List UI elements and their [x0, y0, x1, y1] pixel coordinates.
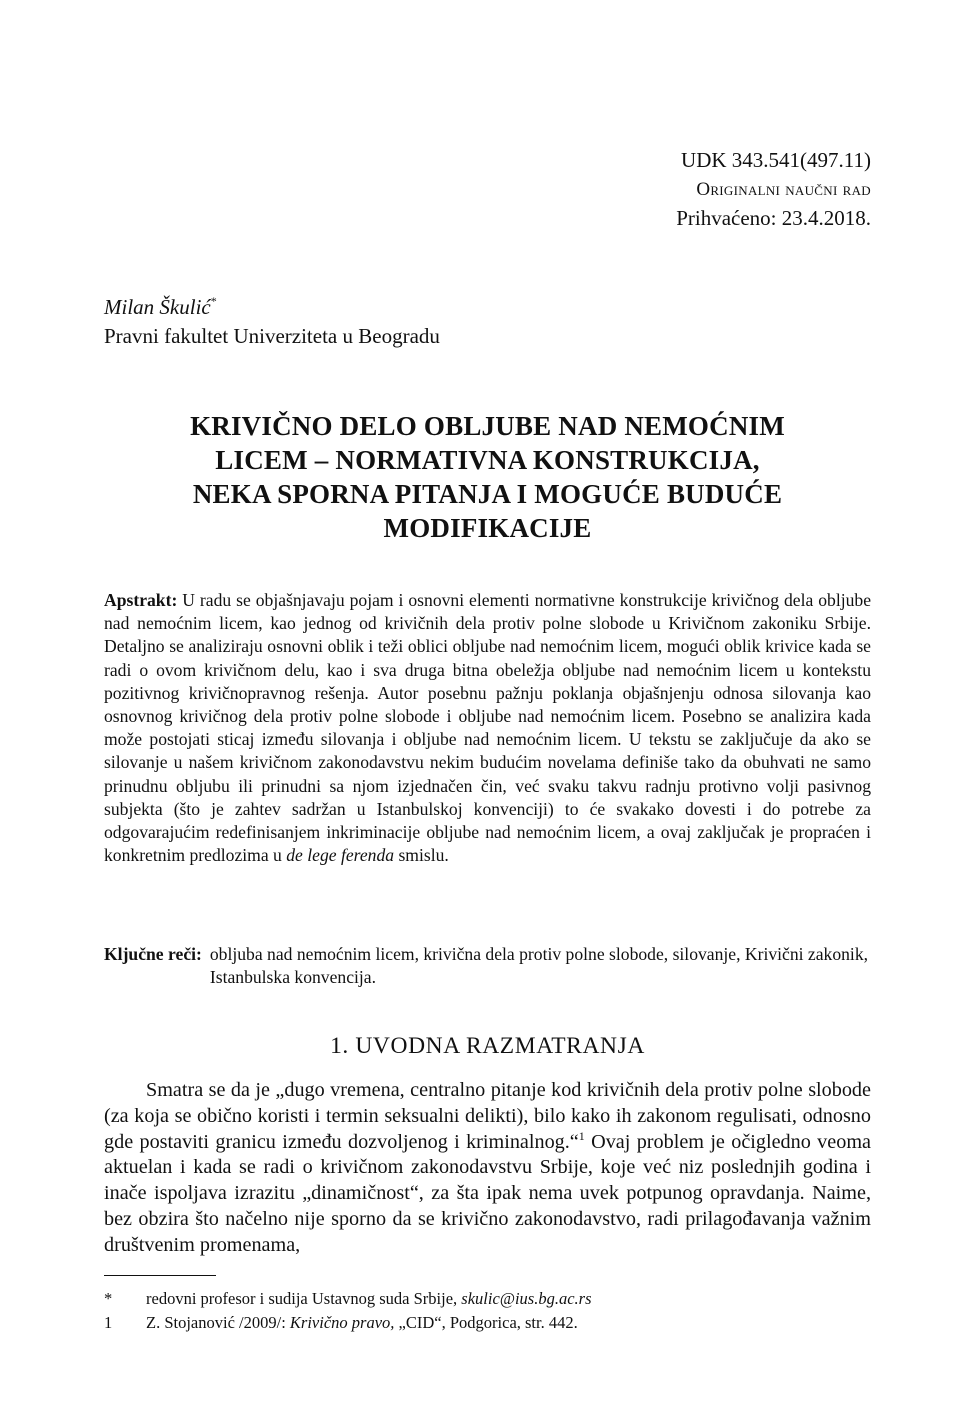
- author-footnote-mark[interactable]: *: [210, 294, 217, 308]
- abstract-text: U radu se objašnjavaju pojam i osnovni elementi normativne konstrukcije krivičnog dela obljube nad nemoćnim licem, kao jednog od krivičnih dela protiv polne slobode u Krivičnom zakoniku Srbije. Detaljno se analiziraju osnovni oblik i teži oblici obljube nad nemoćnim licem, mogući oblik krivice kada se radi o ovom krivičnom delu, kao i sva druga bitna obeležja obljube nad nemoćnim licem u kontekstu pozitivnog krivičnopravnog rešenja. Autor posebnu pažnju poklanja objašnjenju odnosa silovanja kao osnovnog krivičnog dela protiv polne slobode i obljube nad nemoćnim licem. Posebno se analizira kada može postojati sticaj između silovanja i obljube nad nemoćnim licem. U tekstu se zaključuje da ako se silovanje u našem krivičnom zakonodavstvu nekim budućim novelama definiše tako da obuhvati ne samo prinudnu obljubu ili prinudni sa njom izjednačen čin, već svaku takvu radnju protivno volji pasivnog subjekta (što je zahtev sadržan u Istanbulskoj konvenciji) to će svakako dovesti i do potrebe za odgovarajućim redefinisanjem inkriminacije obljube nad nemoćnim licem, a ovaj zaključak je propraćen i konkretnim predlozima u: [104, 590, 871, 866]
- keywords: [104, 943, 871, 989]
- title-line: NEKA SPORNA PITANJA I MOGUĆE BUDUĆE: [192, 479, 783, 509]
- title-line: KRIVIČNO DELO OBLJUBE NAD NEMOĆNIM: [190, 411, 785, 441]
- abstract: [104, 589, 871, 867]
- section-heading: 1. UVODNA RAZMATRANJA: [330, 1033, 645, 1059]
- keywords-label: Ključne reči:: [104, 944, 202, 964]
- article-title: [104, 409, 871, 545]
- article-type: Originalni naučni rad: [696, 179, 871, 200]
- title-line: MODIFIKACIJE: [383, 513, 592, 543]
- abstract-italic-phrase: de lege ferenda: [286, 845, 395, 866]
- footnote-mark: *: [104, 1289, 113, 1308]
- footnotes: [104, 1287, 871, 1335]
- title-line: LICEM – NORMATIVNA KONSTRUKCIJA,: [215, 445, 760, 475]
- footnote-book-title: Krivično pravo,: [289, 1313, 395, 1332]
- keywords-text: obljuba nad nemoćnim licem, krivična dela protiv polne slobode, silovanje, Krivični zakonik, Istanbulska konvencija.: [209, 944, 869, 988]
- footnote-text: redovni profesor i sudija Ustavnog suda Srbije,: [146, 1289, 462, 1308]
- udk-code: UDK 343.541(497.11): [681, 148, 871, 172]
- author-affiliation: Pravni fakultet Univerziteta u Beogradu: [104, 324, 440, 348]
- paragraph-text-continued: Ovaj problem je očigledno veoma aktuelan i kada se radi o krivičnom zakonodavstvu Srbije, koje već niz poslednjih godina i inače ispoljava izrazitu „dinamičnost“, za šta ipak nema uvek potpunog opravdanja. Naime, bez obzira što načelno nije sporno da se krivično zakonodavstvo, radi prilagođavanja važnim društvenim promenama,: [104, 1130, 871, 1256]
- footnote-email-link[interactable]: skulic@ius.bg.ac.rs: [461, 1289, 592, 1308]
- footnote-reference[interactable]: 1: [578, 1128, 585, 1143]
- paragraph-text: Smatra se da je „dugo vremena, centralno pitanje kod krivičnih dela protiv polne slobode (za koja se obično koristi i termin seksualni delikti), bilo kako ih zakonom regulisati, odnosno gde postaviti granicu između dozvoljenog i kriminalnog.“: [104, 1079, 871, 1153]
- author-name: Milan Škulić: [104, 295, 211, 319]
- article-meta: [676, 146, 871, 233]
- footnote-item: [104, 1287, 871, 1311]
- footnote-divider: [104, 1275, 216, 1276]
- footnote-item: [104, 1311, 871, 1335]
- body-paragraph: [104, 1078, 871, 1259]
- author-block: [104, 287, 440, 351]
- footnote-mark: 1: [104, 1313, 113, 1332]
- abstract-label: Apstrakt:: [104, 590, 178, 610]
- footnote-text: Z. Stojanović /2009/:: [146, 1313, 290, 1332]
- accepted-date: Prihvaćeno: 23.4.2018.: [676, 206, 871, 230]
- abstract-text-end: smislu.: [394, 845, 449, 866]
- footnote-text-end: „CID“, Podgorica, str. 442.: [394, 1313, 578, 1332]
